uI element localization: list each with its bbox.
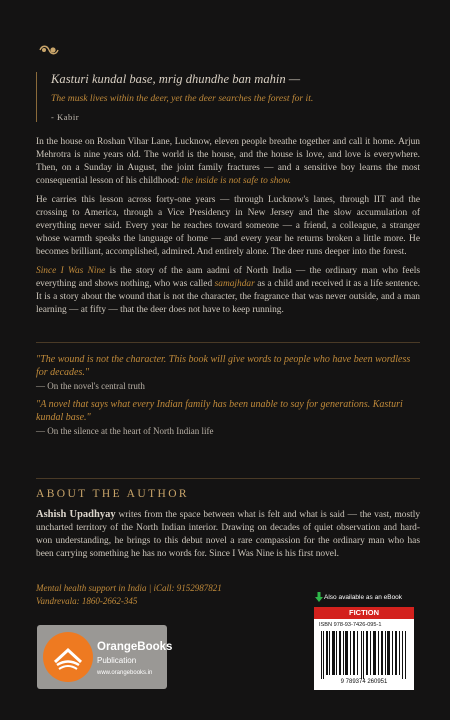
helpline-line-1: Mental health support in India | iCall: 9152987821 bbox=[36, 583, 222, 593]
review-quote-1: "The wound is not the character. This book will give words to people who have been wordless for decades." bbox=[36, 354, 411, 378]
author-bio bbox=[36, 508, 420, 561]
publisher-name: OrangeBooks bbox=[97, 641, 173, 653]
isbn-barcode bbox=[314, 619, 414, 690]
divider bbox=[36, 478, 420, 479]
epigraph bbox=[36, 72, 431, 122]
helpline-line-2: Vandrevala: 1860-2662-345 bbox=[36, 595, 138, 606]
blurb-book-title: Since I Was Nine bbox=[36, 266, 106, 276]
blurb-samajhdar: samajhdar bbox=[214, 279, 255, 289]
genre-badge: FICTION bbox=[314, 607, 414, 619]
blurb-paragraph-2: He carries this lesson across forty-one years — through Lucknow's lanes, through IIT and the crossing to America, through a Vice Presidency in New Jersey and the slow accumulation of everything never said. Every year he reaches toward someone — a friend, a colleague, a stranger whose warmth speaks the language of home — and every year he returns broken a little more. He becomes brilliant, accomplished, admired. And entirely alone. The deer runs deeper into the forest. bbox=[36, 195, 420, 257]
blurb-p3-text-a: is the story of the aam aadmi of North India — the ordinary man who feels everything and shows nothing, who was called bbox=[36, 266, 421, 289]
epigraph-attribution: - Kabir bbox=[51, 112, 80, 122]
download-arrow-icon bbox=[315, 592, 323, 602]
barcode-icon bbox=[320, 631, 408, 679]
blurb-p1-accent: the inside is not safe to show. bbox=[181, 176, 292, 186]
ornament-icon bbox=[38, 44, 60, 56]
about-heading: ABOUT THE AUTHOR bbox=[36, 488, 189, 500]
review-quote-2: "A novel that says what every Indian family has been unable to say for generations. Kasturi kundal base." bbox=[36, 399, 403, 423]
epigraph-original: Kasturi kundal base, mrig dhundhe ban mahin — bbox=[51, 72, 301, 86]
ebook-note: Also available as an eBook bbox=[324, 594, 403, 601]
publisher-sub: Publication bbox=[97, 656, 137, 665]
publisher-logo bbox=[37, 625, 173, 689]
reviews bbox=[36, 354, 420, 444]
publisher-url: www.orangebooks.in bbox=[97, 670, 153, 676]
publisher-logo-icon bbox=[43, 632, 93, 682]
book-blurb bbox=[36, 136, 420, 323]
helpline bbox=[36, 582, 222, 607]
isbn-label: ISBN 978-93-7426-095-1 bbox=[319, 622, 382, 628]
review-source-1: — On the novel's central truth bbox=[36, 381, 145, 391]
barcode-number: 9 789374 260951 bbox=[340, 679, 388, 685]
blurb-paragraph-3 bbox=[36, 265, 420, 317]
author-bio-text: writes from the space between what is felt and what is said — the vast, mostly uncharted territory of the North Indian interior. Drawing on decades of quiet observation and hard-won understanding, he brings to this debut novel a rare compassion for the ordinary man who has been carrying something he has no words for. Since I Was Nine is his first novel. bbox=[36, 510, 421, 559]
review-source-2: — On the silence at the heart of North Indian life bbox=[36, 426, 214, 436]
blurb-paragraph-1 bbox=[36, 136, 420, 188]
author-name: Ashish Upadhyay bbox=[36, 509, 116, 520]
blurb-p1-text: In the house on Roshan Vihar Lane, Lucknow, eleven people breathe together and call it home. Arjun Mehrotra is nine years old. The world is the house, and the house is love, and love is everywhere. Then, on a Sunday in August, the joint family fractures — and a sensitive boy learns the most consequential lesson of his childhood: bbox=[36, 137, 420, 186]
divider bbox=[36, 342, 420, 343]
blurb-p3-text-b: as a child and received it as a life sentence. It is a story about the wound that is not the character, the fragrance that was never outside, and a man learning — at fifty — that the deer does not have to keep running. bbox=[36, 279, 420, 315]
epigraph-translation: The musk lives within the deer, yet the deer searches the forest for it. bbox=[51, 93, 314, 104]
